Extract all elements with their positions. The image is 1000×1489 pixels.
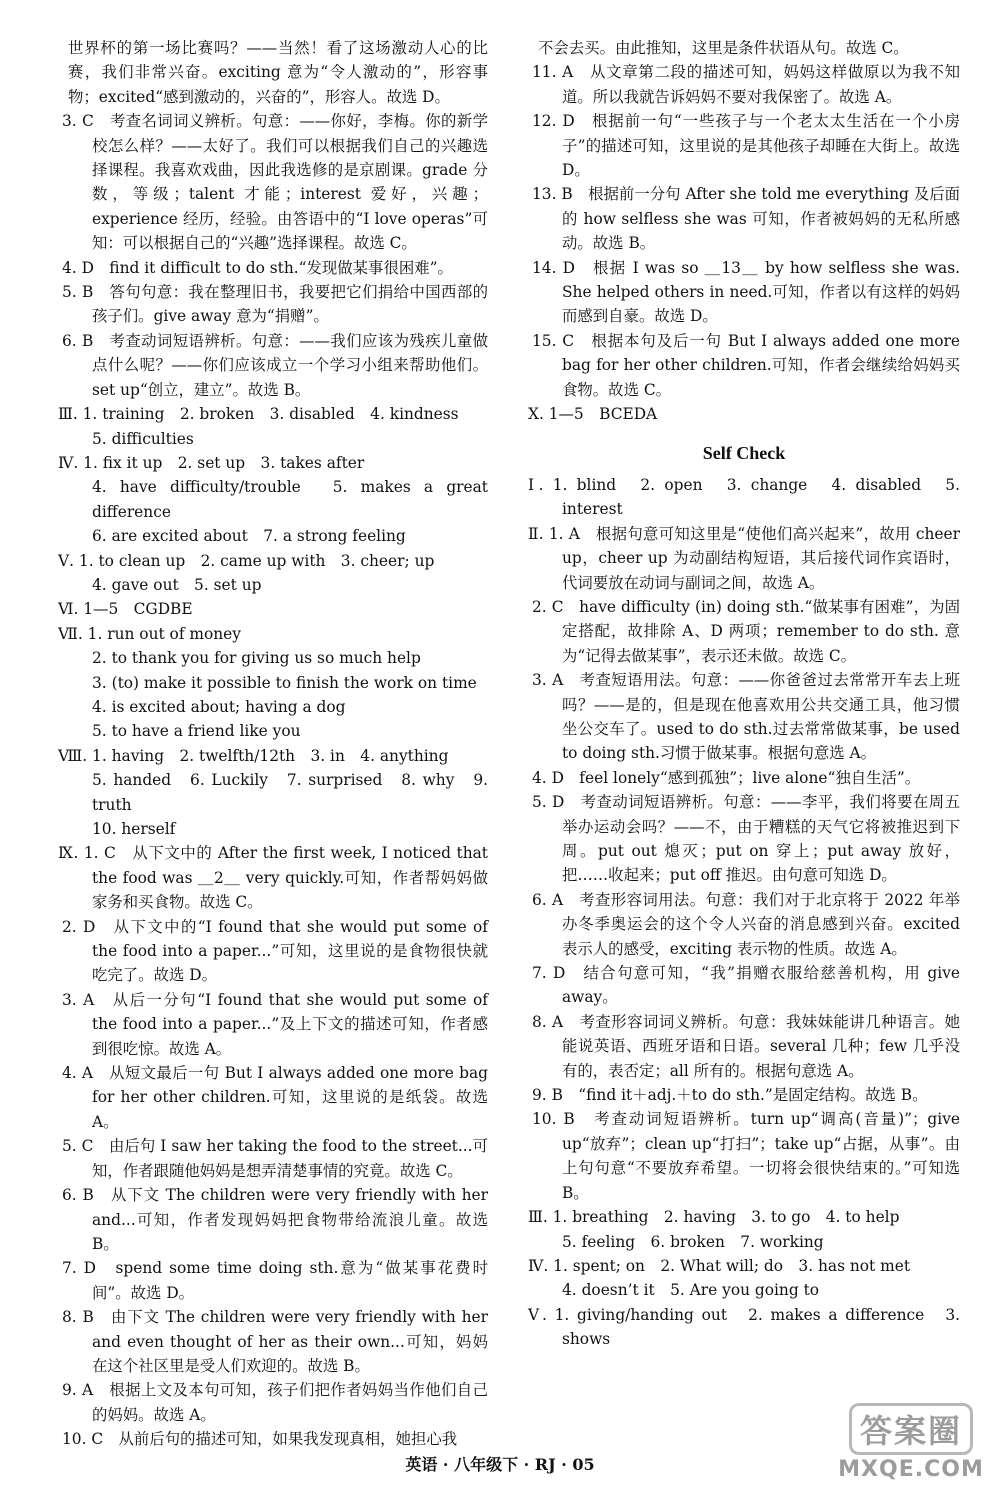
answer-line: Ⅳ. 1. fix it up 2. set up 3. takes after <box>58 453 365 472</box>
answer-line: 2. C have difficulty (in) doing sth.“做某事有困难”，为固定搭配，故排除 A、D 两项；remember to do sth. 意为“记得去做某事”，表示还未做。故选 C。 <box>532 597 960 665</box>
answer-line: 3. A 从后一分句“I found that she would put some of the food into a paper...”及上下文的描述可知，作者感到很吃惊。故选 A。 <box>62 990 488 1058</box>
answer-line: Ⅱ. 1. A 根据句意可知这里是“使他们高兴起来”，故用 cheer up，cheer up 为动副结构短语，其后接代词作宾语时，代词要放在动词与副词之间，故选 A。 <box>528 524 960 592</box>
answer-line: Ⅹ. 1—5 BCEDA <box>528 405 658 424</box>
answer-line: 5. feeling 6. broken 7. working <box>562 1232 824 1251</box>
answer-line: 10. C 从前后句的描述可知，如果我发现真相，她担心我 <box>62 1430 458 1449</box>
answer-line: 4. A 从短文最后一句 But I always added one more bag for her other children.可知，这里说的是纸袋。故选 A。 <box>62 1064 488 1131</box>
answer-line: 14. D 根据 I was so ＿13＿ by how selfless she was. She helped others in need.可知，作者以有这样的妈妈而感到自豪。故选 D。 <box>532 258 960 326</box>
answer-line: 5. difficulties <box>92 429 194 448</box>
answer-line: Ⅴ. 1. to clean up 2. came up with 3. cheer; up <box>58 551 435 570</box>
answer-line: Ⅶ. 1. run out of money <box>58 624 241 643</box>
answer-line: 4. is excited about; having a dog <box>92 697 346 716</box>
answer-line: Ⅷ. 1. having 2. twelfth/12th 3. in 4. anything <box>58 746 449 765</box>
answer-line: 11. A 从文章第二段的描述可知，妈妈这样做原以为我不知道。所以我就告诉妈妈不要对我保密了。故选 A。 <box>532 63 960 106</box>
answer-line: 2. D 从下文中的“I found that she would put some of the food into a paper...”可知，这里说的是食物很快就吃完了。故选 D。 <box>62 917 488 985</box>
answer-line: 4. D feel lonely“感到孤独”；live alone“独自生活”。 <box>532 768 921 787</box>
answer-line: 15. C 根据本句及后一句 But I always added one more bag for her other children.可知，作者会继续给妈妈买食物。故选 C。 <box>532 331 960 399</box>
answer-line: Ⅴ. 1. giving/handing out 2. makes a difference 3. shows <box>528 1305 960 1349</box>
watermark-logo <box>836 1403 986 1482</box>
answer-line: 10. herself <box>92 820 176 838</box>
answer-line: 13. B 根据前一分句 After she told me everything 及后面的 how selfless she was 可知，作者被妈妈的无私所感动。故选 B。 <box>532 185 960 253</box>
watermark-text: 答案圈 <box>849 1403 973 1455</box>
left-column <box>58 36 488 1452</box>
page-footer: 英语 · 八年级下 · RJ · 05 <box>405 1455 595 1474</box>
answer-line: 7. D spend some time doing sth.意为“做某事花费时间”。故选 D。 <box>62 1259 488 1302</box>
answer-line: 8. B 由下文 The children were very friendly with her and even thought of her as their own...可知，妈妈在这个社区里是受人们欢迎的。故选 B。 <box>62 1308 488 1375</box>
answer-line: Ⅵ. 1—5 CGDBE <box>58 600 193 619</box>
answer-line: 3. A 考查短语用法。句意：——你爸爸过去常常开车去上班吗？——是的，但是现在他喜欢用公共交通工具，他习惯坐公交车了。used to do sth.过去常常做某事，be used to doing sth.习惯于做某事。根据句意选 A。 <box>532 671 960 763</box>
answer-line: 5. B 答句句意：我在整理旧书，我要把它们捐给中国西部的孩子们。give away 意为“捐赠”。 <box>62 283 488 326</box>
answer-line: 2. to thank you for giving us so much help <box>92 649 421 668</box>
answer-line: 5. handed 6. Luckily 7. surprised 8. why 9. truth <box>92 771 488 814</box>
answer-line: 6. A 考查形容词用法。句意：我们对于北京将于 2022 年举办冬季奥运会的这个令人兴奋的消息感到兴奋。excited 表示人的感受，exciting 表示物的性质。故选 A。 <box>532 890 960 958</box>
right-column <box>528 36 960 1352</box>
answer-line: 5. C 由后句 I saw her taking the food to the street...可知，作者跟随他妈妈是想弄清楚事情的究竟。故选 C。 <box>62 1137 488 1180</box>
answer-line: Ⅲ. 1. breathing 2. having 3. to go 4. to help <box>528 1208 900 1227</box>
watermark-url: MXQE.COM <box>838 1457 984 1482</box>
section-heading: Self Check <box>702 442 786 463</box>
answer-line: 5. to have a friend like you <box>92 722 301 741</box>
answer-line: 5. D 考查动词短语辨析。句意：——李平，我们将要在周五举办运动会吗？——不，由于糟糕的天气它将被推迟到下周。put out 熄灭；put on 穿上；put away 放好，把……收起来；put off 推迟。由句意可知选 D。 <box>532 793 960 885</box>
answer-line: Ⅲ. 1. training 2. broken 3. disabled 4. kindness <box>58 405 459 424</box>
answer-line: 9. B “find it＋adj.＋to do sth.”是固定结构。故选 B。 <box>532 1086 928 1105</box>
answer-line: 12. D 根据前一句“一些孩子与一个老太太生活在一个小房子”的描述可知，这里说的是其他孩子却睡在大街上。故选 D。 <box>532 112 960 180</box>
answer-line: Ⅸ. 1. C 从下文中的 After the first week, I noticed that the food was ＿2＿ very quickly.可知，作者帮妈妈做家务和买食物。故选 C。 <box>58 844 488 912</box>
answer-line: 不会去买。由此推知，这里是条件状语从句。故选 C。 <box>538 39 909 57</box>
answer-line: 6. B 从下文 The children were very friendly with her and...可知，作者发现妈妈把食物带给流浪儿童。故选 B。 <box>62 1186 488 1253</box>
answer-line: 3. (to) make it possible to finish the work on time <box>92 673 477 692</box>
answer-line: 10. B 考查动词短语辨析。turn up“调高(音量)”；give up“放弃”；clean up“打扫”；take up“占据，从事”。由上句句意“不要放弃希望。一切将会很快结束的。”可知选 B。 <box>532 1110 960 1202</box>
answer-line: 世界杯的第一场比赛吗？——当然！看了这场激动人心的比赛，我们非常兴奋。exciting 意为“令人激动的”，形容事物；excited“感到激动的，兴奋的”，形容人。故选 D。 <box>68 39 488 106</box>
answer-line: 3. C 考查名词词义辨析。句意：——你好，李梅。你的新学校怎么样？——太好了。我们可以根据我们自己的兴趣选择课程。我喜欢戏曲，因此我选修的是京剧课。grade 分数，等级；talent 才能；interest 爱好，兴趣；experience 经历，经验。由答语中的“I love operas”可知：可以根据自己的“兴趣”选择课程。故选 C。 <box>62 112 488 253</box>
answer-line: 4. have difficulty/trouble 5. makes a great difference <box>92 478 488 521</box>
answer-line: 4. doesn’t it 5. Are you going to <box>562 1281 820 1300</box>
answer-line: 4. gave out 5. set up <box>92 575 262 594</box>
answer-line: 6. B 考查动词短语辨析。句意：——我们应该为残疾儿童做点什么呢？——你们应该成立一个学习小组来帮助他们。set up“创立，建立”。故选 B。 <box>62 331 488 399</box>
answer-line: 8. A 考查形容词词义辨析。句意：我妹妹能讲几种语言。她能说英语、西班牙语和日语。several 几种；few 几乎没有的，表否定；all 所有的。根据句意选 A。 <box>532 1012 960 1080</box>
answer-line: Ⅰ. 1. blind 2. open 3. change 4. disabled 5. interest <box>528 475 960 519</box>
answer-line: 4. D find it difficult to do sth.“发现做某事很困难”。 <box>62 258 453 277</box>
answer-line: 9. A 根据上文及本句可知，孩子们把作者妈妈当作他们自己的妈妈。故选 A。 <box>62 1381 488 1424</box>
answer-line: Ⅳ. 1. spent; on 2. What will; do 3. has not met <box>528 1256 911 1275</box>
answer-line: 6. are excited about 7. a strong feeling <box>92 527 406 546</box>
answer-line: 7. D 结合句意可知，“我”捐赠衣服给慈善机构，用 give away。 <box>532 964 960 1007</box>
